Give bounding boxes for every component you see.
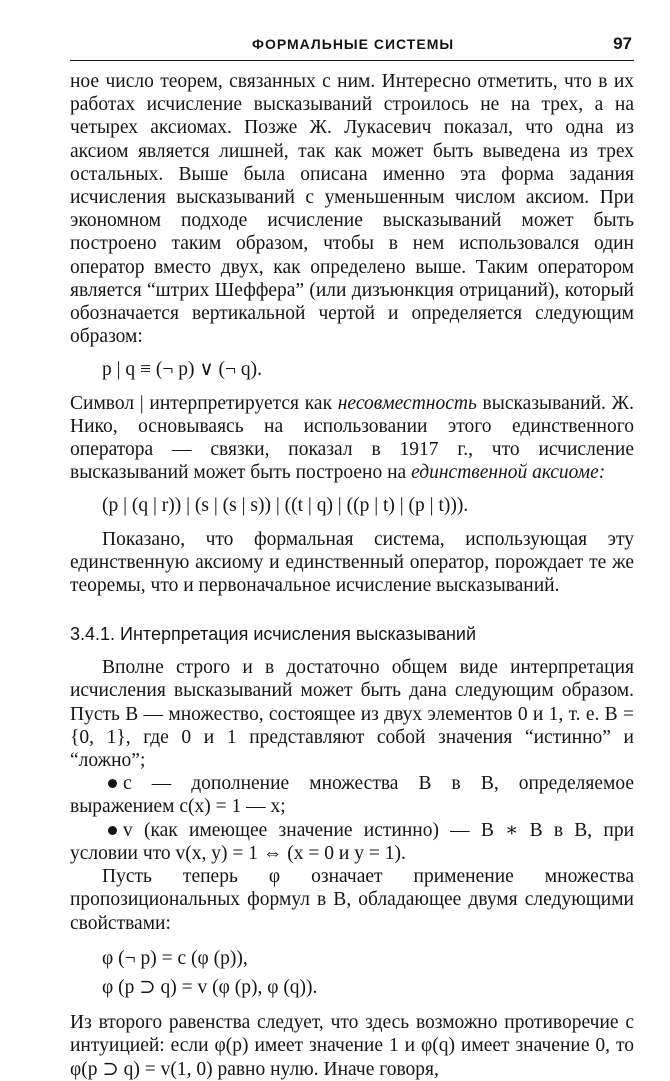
emphasis-incompatibility: несовместность xyxy=(337,392,477,414)
paragraph-1: ное число теорем, связанных с ним. Интересно отметить, что в их работах исчисление высказываний строилось не на трех, а на четырех аксиомах. Позже Ж. Лукасевич показал, что одна из аксиом является лишней, так как может быть выведена из трех остальных. Выше была описана именно эта форма задания исчисления высказываний с уменьшенным числом аксиом. При экономном подходе исчисление высказываний может быть построено таким образом, чтобы в нем использовался один оператор вместо двух, как определено выше. Таким оператором является “штрих Шеффера” (или дизъюнкция отрицаний), который обозначается вертикальной чертой и определяется следующим образом: xyxy=(70,71,634,348)
bullet-item-complement xyxy=(70,772,634,818)
bullet-item-complement-text: c — дополнение множества B в B, определяемое выражением c(x) = 1 — x; xyxy=(70,773,634,818)
formula-nicod-axiom: (p | (q | r)) | (s | (s | s)) | ((t | q) | ((p | t) | (p | t))). xyxy=(102,495,469,517)
emphasis-single-axiom: единственной аксиоме: xyxy=(411,462,606,484)
paragraph-6: Из второго равенства следует, что здесь возможно противоречие с интуицией: если φ(p) имеет значение 1 и φ(q) имеет значение 0, то φ(p ⊃ q) = v(1, 0) равно нулю. Иначе говоря, xyxy=(70,1012,634,1080)
running-title: ФОРМАЛЬНЫЕ СИСТЕМЫ xyxy=(252,36,455,52)
bullet-icon xyxy=(108,826,117,835)
paragraph-2 xyxy=(70,392,634,485)
formula-phi-negation: φ (¬ p) = c (φ (p)), xyxy=(102,947,248,969)
paragraph-5: Пусть теперь φ означает применение множества пропозициональных формул в B, обладающее двумя следующими свойствами: xyxy=(70,866,634,934)
page-body xyxy=(70,70,634,1081)
formula-phi-implication: φ (p ⊃ q) = v (φ (p), φ (q)). xyxy=(102,976,318,998)
bullet-icon xyxy=(108,779,117,788)
paragraph-2-middle: высказываний. Ж. Нико, основываясь на использовании этого единственного оператора — связки, показал в 1917 г., что исчисление высказываний может быть построено на xyxy=(70,392,634,484)
page-header xyxy=(72,34,632,56)
header-rule xyxy=(70,60,634,61)
paragraph-3: Показано, что формальная система, использующая эту единственную аксиому и единственный оператор, порождает те же теоремы, что и первоначальное исчисление высказываний. xyxy=(70,528,634,597)
formula-sheffer-stroke: p | q ≡ (¬ p) ∨ (¬ q). xyxy=(102,359,263,381)
page-number: 97 xyxy=(613,34,632,53)
bullet-item-v-text: v (как имеющее значение истинно) — B ∗ B в B, при условии что v(x, y) = 1 ⇔ (x = 0 и y = 1). xyxy=(70,819,634,864)
section-heading: 3.4.1. Интерпретация исчисления высказываний xyxy=(70,624,477,645)
paragraph-2-start: Символ | интерпретируется как xyxy=(70,392,338,414)
paragraph-4: Вполне строго и в достаточно общем виде интерпретация исчисления высказываний может быть дана следующим образом. Пусть B — множество, состоящее из двух элементов 0 и 1, т. е. B = {0, 1}, где 0 и 1 представляют собой значения “истинно” и “ложно”; xyxy=(70,657,634,772)
bullet-item-v xyxy=(70,819,634,865)
